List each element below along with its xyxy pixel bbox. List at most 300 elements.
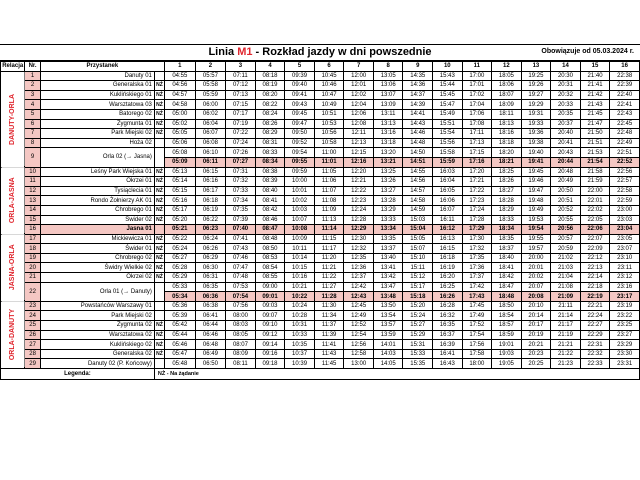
departure-time: 17:49 (462, 311, 492, 321)
departure-time: 12:22 (344, 186, 374, 196)
departure-time: 22:43 (610, 109, 640, 119)
stop-name: Tysiąclecia 01 (40, 186, 154, 196)
departure-time: 22:49 (610, 138, 640, 148)
departure-time: 13:05 (373, 71, 403, 81)
relation-label: ORLA-DANUTY (1, 301, 25, 368)
departure-time: 17:13 (462, 138, 492, 148)
departure-time: 06:26 (195, 244, 226, 254)
departure-time: 09:45 (285, 109, 315, 119)
departure-time: 11:13 (314, 215, 344, 225)
departure-time: 05:13 (165, 167, 196, 177)
table-row (1, 177, 640, 187)
stop-header: Przystanek (40, 62, 164, 72)
departure-time: 19:47 (521, 186, 551, 196)
departure-time: 16:37 (433, 330, 463, 340)
departure-time: 10:33 (285, 330, 315, 340)
departure-time: 18:48 (492, 292, 522, 302)
stop-name: Świder 02 (40, 215, 154, 225)
departure-time: 06:08 (195, 138, 226, 148)
departure-time: 05:06 (165, 138, 196, 148)
departure-time: 17:45 (462, 301, 492, 311)
departure-time: 12:56 (344, 340, 374, 350)
departure-time: 10:24 (285, 301, 315, 311)
departure-time: 10:03 (285, 205, 315, 215)
stop-number: 13 (25, 196, 40, 206)
departure-time: 17:06 (462, 109, 492, 119)
departure-time: 08:05 (226, 330, 256, 340)
departure-time: 06:17 (195, 186, 226, 196)
departure-time: 19:53 (521, 215, 551, 225)
departure-time: 11:39 (314, 330, 344, 340)
departure-time: 20:41 (551, 138, 581, 148)
course-header: 4 (255, 62, 285, 72)
departure-time: 15:33 (403, 349, 433, 359)
departure-time: 09:39 (285, 71, 315, 81)
departure-time: 23:07 (610, 244, 640, 254)
departure-time: 21:59 (580, 177, 610, 187)
departure-time: 14:36 (403, 81, 433, 91)
on-request-flag: NŻ (156, 351, 163, 358)
departure-time: 22:18 (580, 282, 610, 292)
departure-time: 17:28 (462, 215, 492, 225)
stop-name: Chrobrego 01 (40, 205, 154, 215)
departure-time: 06:48 (195, 340, 226, 350)
departure-time: 20:30 (551, 71, 581, 81)
table-row (1, 167, 640, 177)
departure-time: 10:11 (285, 244, 315, 254)
stop-name: Kuklińskiego 01 (40, 90, 154, 100)
on-request-flag: NŻ (156, 235, 163, 242)
stop-number: 2 (25, 81, 40, 91)
departure-time: 14:03 (373, 349, 403, 359)
departure-time: 18:06 (492, 81, 522, 91)
departure-time: 15:27 (403, 321, 433, 331)
departure-time: 07:12 (226, 81, 256, 91)
departure-time: 07:22 (226, 129, 256, 139)
departure-time: 11:21 (314, 263, 344, 273)
stop-name: Chrobrego 02 (40, 253, 154, 263)
timetable-body (1, 71, 640, 379)
departure-time: 07:41 (226, 234, 256, 244)
departure-time: 10:08 (285, 225, 315, 235)
departure-time: 11:07 (314, 186, 344, 196)
departure-time: 05:29 (165, 273, 196, 283)
course-header: 13 (521, 62, 551, 72)
departure-time: 08:42 (255, 205, 285, 215)
departure-time: 08:39 (255, 177, 285, 187)
departure-time: 15:47 (433, 100, 463, 110)
on-request-flag: NŻ (156, 130, 163, 137)
departure-time: 05:08 (165, 148, 196, 158)
departure-time: 20:32 (551, 90, 581, 100)
stop-name: Zygmunta 01 (40, 119, 154, 129)
stop-number: 21 (25, 273, 40, 283)
departure-time: 05:14 (165, 177, 196, 187)
departure-time: 13:29 (373, 205, 403, 215)
departure-time: 14:37 (403, 90, 433, 100)
departure-time: 20:25 (521, 359, 551, 369)
departure-time: 19:46 (521, 177, 551, 187)
departure-time: 09:50 (285, 129, 315, 139)
departure-time: 22:59 (610, 196, 640, 206)
departure-time: 13:28 (373, 196, 403, 206)
departure-time: 12:11 (344, 129, 374, 139)
departure-time: 17:35 (462, 253, 492, 263)
departure-time: 21:58 (580, 167, 610, 177)
departure-time: 15:43 (433, 71, 463, 81)
departure-time: 12:01 (344, 81, 374, 91)
departure-time: 20:51 (551, 196, 581, 206)
departure-time: 07:35 (226, 205, 256, 215)
departure-time: 12:23 (344, 196, 374, 206)
header-row (1, 62, 640, 72)
departure-time: 17:42 (462, 282, 492, 292)
departure-time: 14:50 (403, 148, 433, 158)
departure-time: 21:09 (551, 292, 581, 302)
stop-number: 11 (25, 177, 40, 187)
departure-time: 05:00 (165, 109, 196, 119)
stop-name: Warsztatowa 02 (40, 330, 154, 340)
departure-time: 20:23 (521, 349, 551, 359)
on-request-flag (154, 311, 164, 321)
departure-time: 10:58 (314, 138, 344, 148)
departure-time: 14:59 (403, 205, 433, 215)
departure-time: 21:19 (551, 330, 581, 340)
stop-number: 8 (25, 138, 40, 148)
on-request-flag: NŻ (156, 245, 163, 252)
nr-header: Nr. (25, 62, 40, 72)
on-request-flag: NŻ (156, 101, 163, 108)
departure-time: 14:51 (403, 157, 433, 167)
departure-time: 04:57 (165, 90, 196, 100)
departure-time: 16:19 (433, 263, 463, 273)
departure-time: 08:48 (255, 234, 285, 244)
departure-time: 19:45 (521, 167, 551, 177)
departure-time: 18:09 (492, 100, 522, 110)
departure-time: 13:47 (373, 282, 403, 292)
stop-number: 3 (25, 90, 40, 100)
departure-time: 23:00 (610, 205, 640, 215)
stop-number: 23 (25, 301, 40, 311)
departure-time: 13:26 (373, 177, 403, 187)
departure-time: 22:41 (610, 100, 640, 110)
departure-time: 15:51 (433, 119, 463, 129)
departure-time: 15:05 (403, 234, 433, 244)
departure-time: 15:04 (403, 225, 433, 235)
course-header: 7 (344, 62, 374, 72)
departure-time: 22:27 (580, 321, 610, 331)
departure-time: 10:31 (285, 321, 315, 331)
departure-time: 05:09 (165, 157, 196, 167)
departure-time: 16:05 (433, 186, 463, 196)
departure-time: 14:01 (373, 340, 403, 350)
departure-time: 05:24 (165, 244, 196, 254)
departure-time: 17:22 (462, 186, 492, 196)
departure-time: 17:23 (462, 196, 492, 206)
departure-time: 22:31 (580, 340, 610, 350)
departure-time: 11:00 (314, 148, 344, 158)
departure-time: 08:41 (255, 196, 285, 206)
departure-time: 13:20 (373, 148, 403, 158)
departure-time: 10:00 (285, 177, 315, 187)
departure-time: 21:22 (551, 349, 581, 359)
stop-number: 19 (25, 253, 40, 263)
departure-time: 08:09 (226, 349, 256, 359)
departure-time: 23:17 (610, 292, 640, 302)
stop-number: 14 (25, 205, 40, 215)
departure-time: 17:56 (462, 340, 492, 350)
departure-time: 15:03 (403, 215, 433, 225)
departure-time: 06:22 (195, 215, 226, 225)
legend-value: NŻ - Na żądanie (154, 369, 639, 380)
departure-time: 10:21 (285, 282, 315, 292)
departure-time: 22:51 (610, 148, 640, 158)
departure-time: 20:43 (551, 148, 581, 158)
departure-time: 07:43 (226, 244, 256, 254)
stop-name: Danuty 01 (40, 71, 154, 81)
departure-time: 13:41 (373, 263, 403, 273)
departure-time: 21:03 (551, 263, 581, 273)
on-request-flag: NŻ (156, 216, 163, 223)
departure-time: 12:49 (344, 311, 374, 321)
departure-time: 12:16 (344, 157, 374, 167)
departure-time: 13:33 (373, 215, 403, 225)
departure-time: 06:24 (195, 234, 226, 244)
departure-time: 18:20 (492, 148, 522, 158)
departure-time: 13:13 (373, 119, 403, 129)
departure-time: 21:54 (580, 157, 610, 167)
stop-number: 12 (25, 186, 40, 196)
stop-number: 9 (25, 148, 40, 167)
departure-time: 15:49 (433, 109, 463, 119)
stop-number: 10 (25, 167, 40, 177)
departure-time: 10:07 (285, 215, 315, 225)
departure-time: 10:16 (285, 273, 315, 283)
departure-time: 12:54 (344, 330, 374, 340)
departure-time: 22:21 (580, 301, 610, 311)
course-header: 9 (403, 62, 433, 72)
departure-time: 05:02 (165, 119, 196, 129)
table-row (1, 263, 640, 273)
departure-time: 19:54 (521, 225, 551, 235)
stop-name: Powstańców Warszawy 01 (40, 301, 154, 311)
on-request-flag: NŻ (156, 322, 163, 329)
departure-time: 10:14 (285, 253, 315, 263)
departure-time: 13:34 (373, 225, 403, 235)
departure-time: 20:10 (521, 301, 551, 311)
departure-time: 07:34 (226, 196, 256, 206)
departure-time: 14:35 (403, 71, 433, 81)
departure-time: 17:11 (462, 129, 492, 139)
departure-time: 14:05 (373, 359, 403, 369)
departure-time: 13:16 (373, 129, 403, 139)
departure-time: 11:34 (314, 311, 344, 321)
departure-time: 10:09 (285, 234, 315, 244)
departure-time: 12:21 (344, 177, 374, 187)
departure-time: 18:11 (492, 109, 522, 119)
departure-time: 12:30 (344, 234, 374, 244)
departure-time: 13:07 (373, 90, 403, 100)
departure-time: 16:35 (433, 321, 463, 331)
departure-time: 20:07 (521, 282, 551, 292)
departure-time: 05:46 (165, 340, 196, 350)
departure-time: 06:35 (195, 282, 226, 292)
departure-time: 06:49 (195, 349, 226, 359)
departure-time: 07:53 (226, 282, 256, 292)
departure-time: 13:40 (373, 253, 403, 263)
stop-name: Leśny Park Wiejska 01 (40, 167, 154, 177)
departure-time: 07:15 (226, 100, 256, 110)
departure-time: 18:05 (492, 71, 522, 81)
departure-time: 15:54 (433, 129, 463, 139)
departure-time: 08:24 (255, 109, 285, 119)
departure-time: 23:12 (610, 273, 640, 283)
departure-time: 12:02 (344, 90, 374, 100)
departure-time: 09:54 (285, 148, 315, 158)
departure-time: 11:45 (314, 359, 344, 369)
departure-time: 08:20 (255, 90, 285, 100)
departure-time: 08:33 (255, 148, 285, 158)
departure-time: 11:20 (314, 253, 344, 263)
table-row (1, 340, 640, 350)
departure-time: 13:42 (373, 273, 403, 283)
departure-time: 07:31 (226, 167, 256, 177)
departure-time: 09:41 (285, 90, 315, 100)
departure-time: 23:31 (610, 359, 640, 369)
departure-time: 17:20 (462, 167, 492, 177)
departure-time: 22:56 (610, 167, 640, 177)
departure-time: 20:19 (521, 330, 551, 340)
departure-time: 06:23 (195, 225, 226, 235)
departure-time: 09:16 (255, 349, 285, 359)
departure-time: 18:28 (492, 196, 522, 206)
stop-number: 29 (25, 359, 40, 369)
departure-time: 07:39 (226, 215, 256, 225)
departure-time: 09:40 (285, 81, 315, 91)
departure-time: 17:36 (462, 263, 492, 273)
departure-time: 22:40 (610, 90, 640, 100)
departure-time: 06:02 (195, 109, 226, 119)
stop-name: Hoża 02 (40, 138, 154, 148)
departure-time: 13:00 (344, 359, 374, 369)
departure-time: 13:21 (373, 157, 403, 167)
departure-time: 11:22 (314, 273, 344, 283)
departure-time: 19:27 (521, 90, 551, 100)
on-request-flag: NŻ (156, 274, 163, 281)
departure-time: 18:33 (492, 215, 522, 225)
departure-time: 18:27 (492, 186, 522, 196)
departure-time: 06:18 (195, 196, 226, 206)
departure-time: 06:46 (195, 330, 226, 340)
departure-time: 22:19 (580, 292, 610, 302)
departure-time: 13:11 (373, 109, 403, 119)
table-row (1, 81, 640, 91)
departure-time: 22:57 (610, 177, 640, 187)
departure-time: 16:03 (433, 167, 463, 177)
departure-time: 06:38 (195, 301, 226, 311)
stop-name: Generalska 01 (40, 81, 154, 91)
departure-time: 09:03 (255, 301, 285, 311)
departure-time: 10:47 (314, 90, 344, 100)
stop-number: 6 (25, 119, 40, 129)
departure-time: 21:14 (551, 311, 581, 321)
departure-time: 17:58 (462, 349, 492, 359)
departure-time: 11:08 (314, 196, 344, 206)
departure-time: 17:24 (462, 205, 492, 215)
effective-date: Obowiązuje od 05.03.2024 r. (541, 48, 634, 55)
departure-time: 22:38 (610, 71, 640, 81)
departure-time: 08:19 (255, 81, 285, 91)
departure-time: 21:23 (551, 359, 581, 369)
departure-time: 14:41 (403, 109, 433, 119)
departure-time: 11:30 (314, 301, 344, 311)
departure-time: 21:17 (551, 321, 581, 331)
departure-time: 13:37 (373, 244, 403, 254)
departure-time: 05:44 (165, 330, 196, 340)
on-request-flag (154, 225, 164, 235)
departure-time: 19:01 (492, 340, 522, 350)
departure-time: 08:46 (255, 215, 285, 225)
departure-time: 19:41 (521, 157, 551, 167)
departure-time: 08:34 (255, 157, 285, 167)
stop-name: Mickiewicza 01 (40, 234, 154, 244)
departure-time: 21:51 (580, 138, 610, 148)
on-request-flag: NŻ (156, 92, 163, 99)
stop-name: Świder 01 (40, 244, 154, 254)
departure-time: 18:41 (492, 263, 522, 273)
departure-time: 05:33 (165, 282, 196, 292)
departure-time: 19:29 (521, 100, 551, 110)
on-request-flag (154, 138, 164, 148)
departure-time: 20:31 (551, 81, 581, 91)
table-row (1, 215, 640, 225)
departure-time: 05:17 (165, 205, 196, 215)
departure-time: 08:11 (226, 359, 256, 369)
departure-time: 09:07 (255, 311, 285, 321)
table-row (1, 234, 640, 244)
departure-time: 06:36 (195, 292, 226, 302)
departure-time: 19:33 (521, 119, 551, 129)
departure-time: 20:40 (551, 129, 581, 139)
table-row (1, 109, 640, 119)
departure-time: 17:15 (462, 148, 492, 158)
departure-time: 19:26 (521, 81, 551, 91)
departure-time: 23:04 (610, 225, 640, 235)
departure-time: 18:18 (492, 138, 522, 148)
departure-time: 08:54 (255, 263, 285, 273)
departure-time: 12:08 (344, 119, 374, 129)
departure-time: 22:24 (580, 311, 610, 321)
departure-time: 05:47 (165, 349, 196, 359)
departure-time: 15:45 (433, 90, 463, 100)
departure-time: 12:29 (344, 225, 374, 235)
departure-time: 04:56 (165, 81, 196, 91)
departure-time: 12:52 (344, 321, 374, 331)
departure-time: 10:02 (285, 196, 315, 206)
departure-time: 12:06 (344, 109, 374, 119)
departure-time: 11:14 (314, 225, 344, 235)
on-request-flag: NŻ (156, 111, 163, 118)
departure-time: 18:59 (492, 330, 522, 340)
departure-time: 08:40 (255, 186, 285, 196)
stop-name: Jasna 01 (40, 225, 154, 235)
departure-time: 05:34 (165, 292, 196, 302)
departure-time: 07:26 (226, 148, 256, 158)
departure-time: 20:21 (521, 340, 551, 350)
departure-time: 17:21 (462, 177, 492, 187)
departure-time: 21:11 (551, 301, 581, 311)
departure-time: 20:55 (551, 215, 581, 225)
